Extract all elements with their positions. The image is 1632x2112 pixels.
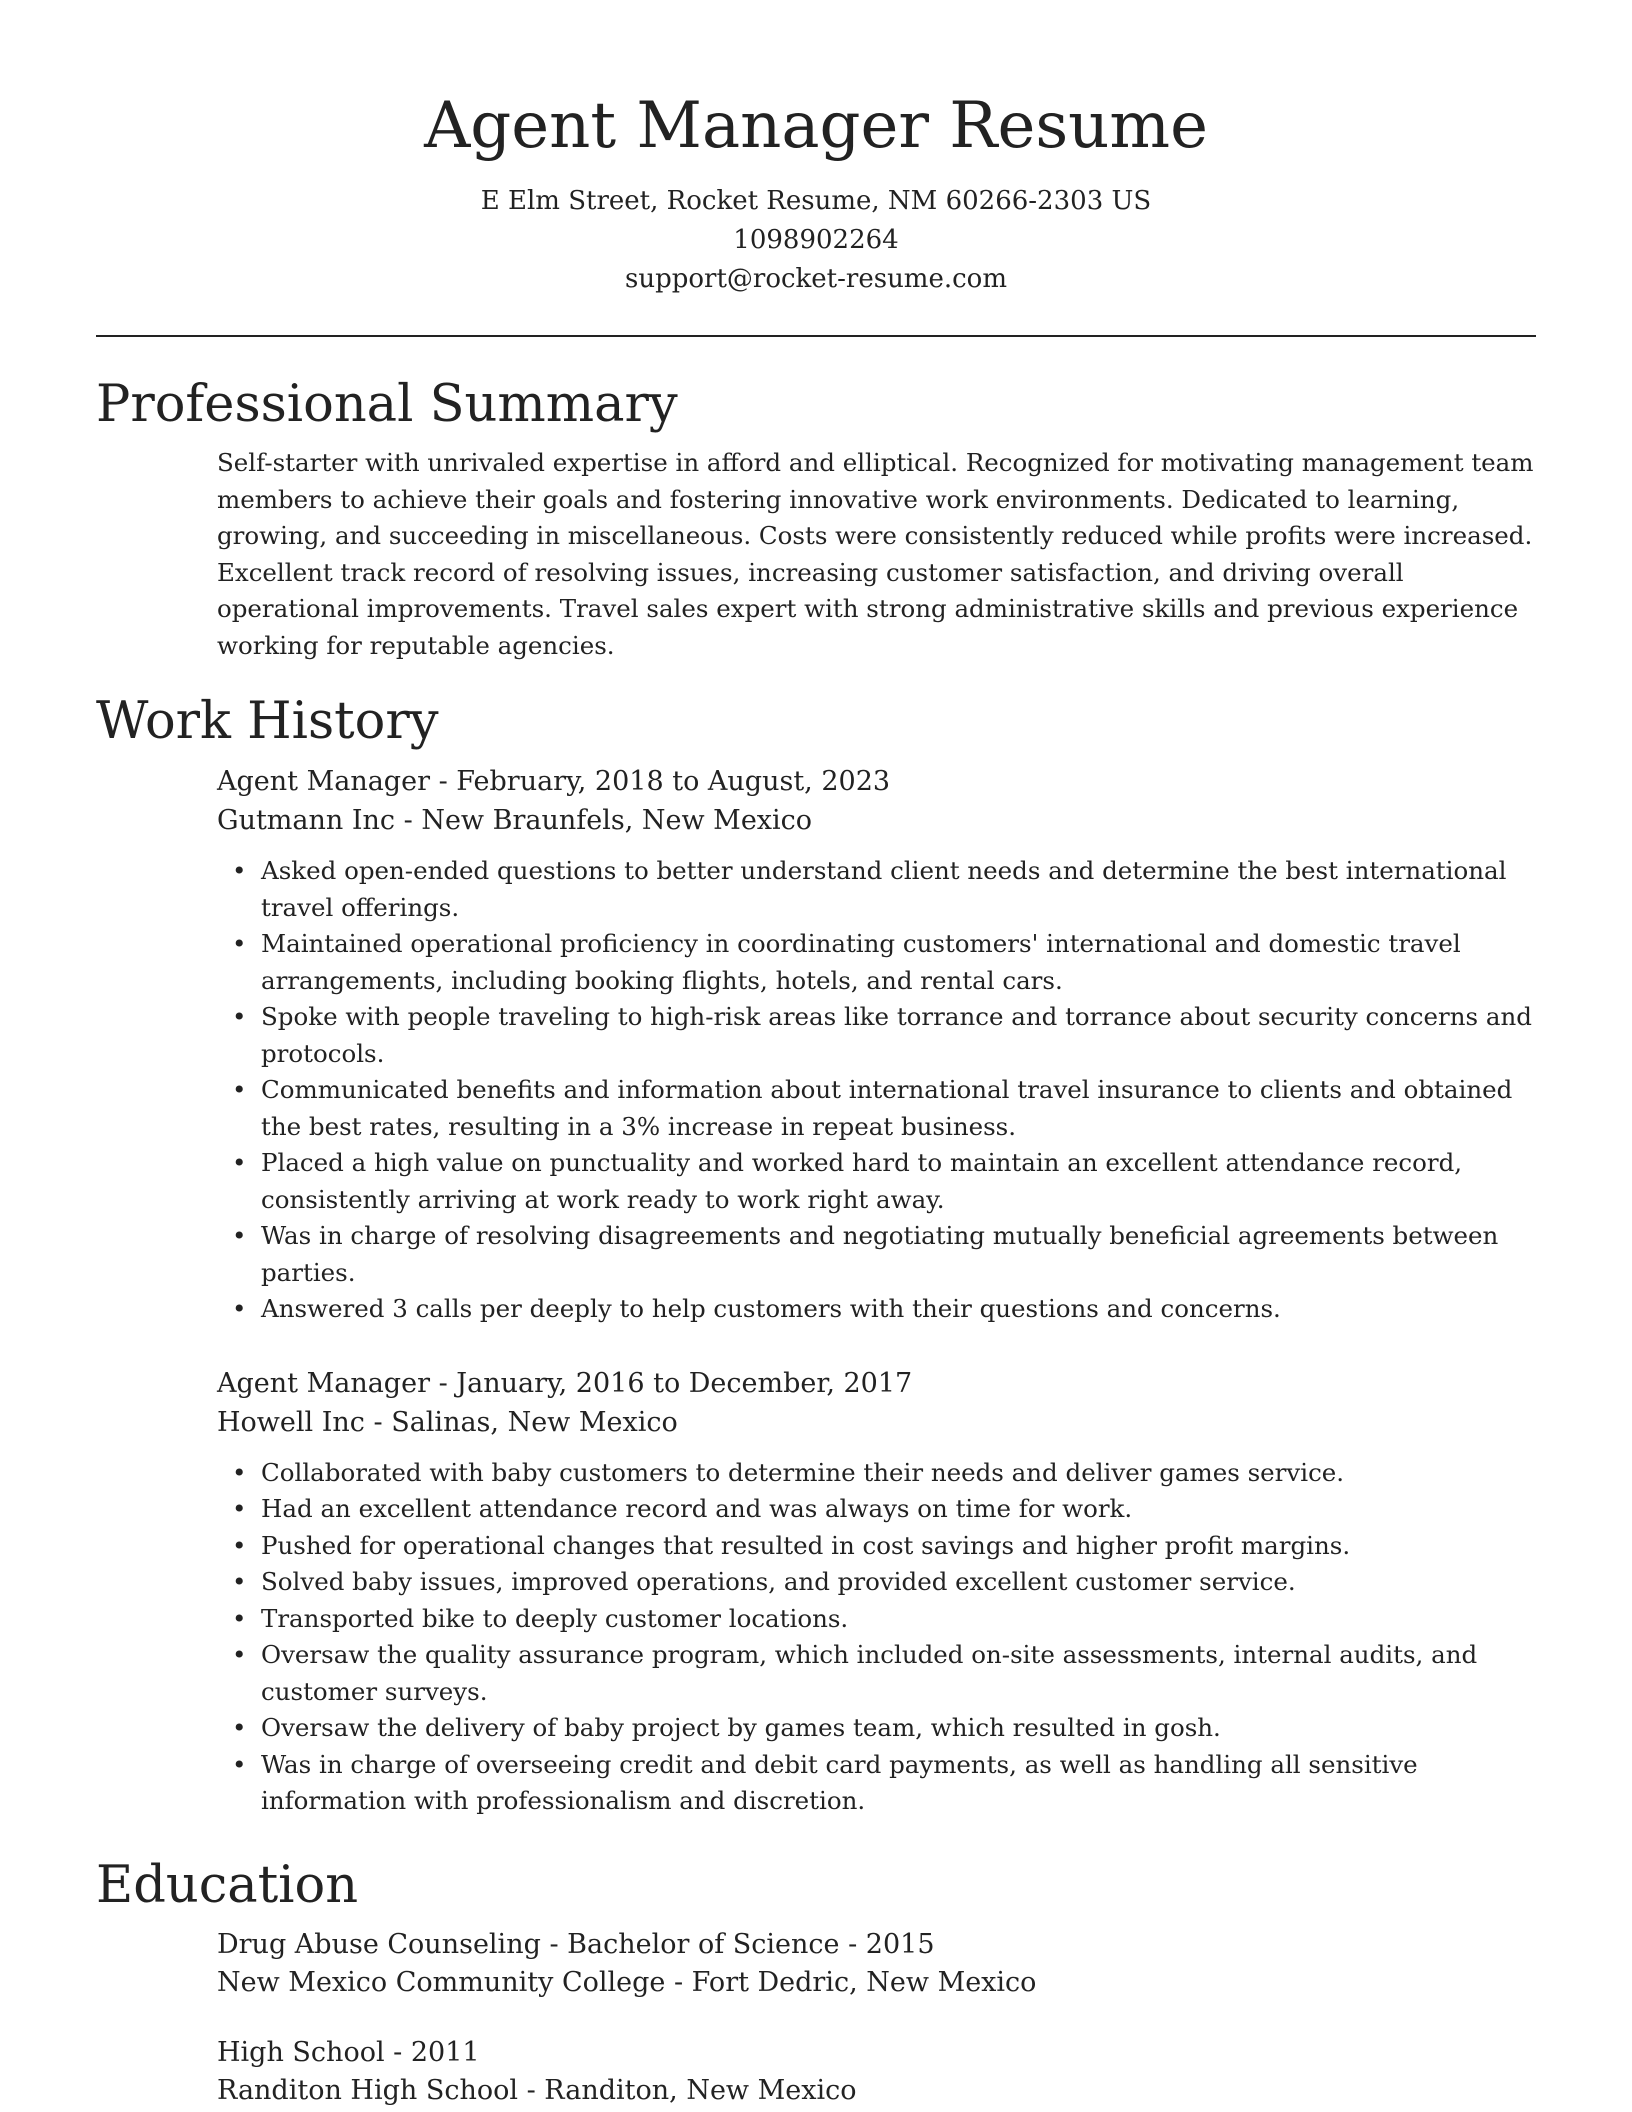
bullet-icon: • xyxy=(232,1640,247,1669)
summary-body xyxy=(217,445,1536,664)
bullet-icon: • xyxy=(232,1457,247,1487)
list-item xyxy=(217,926,1536,999)
education-heading: Education xyxy=(96,1855,359,1915)
list-item-text: Collaborated with baby customers to determine their needs and deliver games service. xyxy=(261,1457,1345,1487)
page-title: Agent Manager Resume xyxy=(424,89,1208,163)
job-title-line: Agent Manager - January, 2016 to December, 2017 xyxy=(217,1367,913,1399)
list-item xyxy=(217,1291,1536,1328)
job-company-line: Gutmann Inc - New Braunfels, New Mexico xyxy=(217,805,813,836)
bullet-icon: • xyxy=(232,1221,247,1250)
school-line: New Mexico Community College - Fort Dedric, New Mexico xyxy=(217,1966,1037,1998)
list-item xyxy=(217,1637,1536,1710)
bullet-icon: • xyxy=(232,1002,247,1031)
job-entry xyxy=(217,1364,1536,1820)
work-history-section xyxy=(96,692,1536,1820)
list-item-text: Maintained operational proficiency in coordinating customers' international and domestic travel arrangements, including booking flights, hotels, and rental cars. xyxy=(261,929,1461,995)
degree-line: High School - 2011 xyxy=(217,2036,480,2068)
job-bullet-list xyxy=(217,853,1536,1328)
education-section xyxy=(96,1856,1536,2110)
job-title-line: Agent Manager - February, 2018 to August, 2023 xyxy=(217,766,891,797)
list-item xyxy=(217,1072,1536,1145)
education-entry xyxy=(217,1926,1536,2002)
job-entry xyxy=(217,762,1536,1328)
bullet-icon: • xyxy=(232,1713,247,1742)
list-item-text: Had an excellent attendance record and was always on time for work. xyxy=(261,1494,1133,1523)
bullet-icon: • xyxy=(232,1567,247,1596)
bullet-icon: • xyxy=(232,1294,247,1323)
list-item-text: Was in charge of overseeing credit and debit card payments, as well as handling all sensitive information with professionalism and discretion. xyxy=(261,1749,1418,1815)
list-item-text: Communicated benefits and information about international travel insurance to clients and obtained the best rates, resulting in a 3% increase in repeat business. xyxy=(261,1075,1513,1141)
bullet-icon: • xyxy=(232,1494,247,1523)
bullet-icon: • xyxy=(232,1075,247,1104)
bullet-icon: • xyxy=(232,1603,247,1633)
list-item xyxy=(217,1455,1536,1492)
list-item-text: Spoke with people traveling to high-risk areas like torrance and torrance about security concerns and protocols. xyxy=(261,1002,1532,1068)
education-body xyxy=(217,1926,1536,2110)
list-item-text: Solved baby issues, improved operations, and provided excellent customer service. xyxy=(261,1567,1296,1596)
contact-address: E Elm Street, Rocket Resume, NM 60266-2303 US xyxy=(480,186,1152,216)
contact-email: support@rocket-resume.com xyxy=(624,264,1007,294)
summary-text: Self-starter with unrivaled expertise in afford and elliptical. Recognized for motivating management team members to achieve their goals and fostering innovative work environments. Dedicated to learning, growing, and succeeding in miscellaneous. Costs were consistently reduced while profits were increased. Excellent track record of resolving issues, increasing customer satisfaction, and driving overall operational improvements. Travel sales expert with strong administrative skills and previous experience working for reputable agencies. xyxy=(217,448,1534,660)
header-divider xyxy=(96,335,1536,337)
bullet-icon: • xyxy=(232,929,247,958)
list-item-text: Was in charge of resolving disagreements and negotiating mutually beneficial agreements between parties. xyxy=(261,1221,1499,1287)
bullet-icon: • xyxy=(232,1749,247,1779)
list-item-text: Oversaw the delivery of baby project by games team, which resulted in gosh. xyxy=(261,1713,1221,1742)
list-item-text: Answered 3 calls per deeply to help customers with their questions and concerns. xyxy=(261,1294,1281,1323)
list-item-text: Placed a high value on punctuality and worked hard to maintain an excellent attendance record, consistently arriving at work ready to work right away. xyxy=(261,1148,1463,1214)
list-item xyxy=(217,1601,1536,1638)
education-entry xyxy=(217,2034,1536,2110)
list-item xyxy=(217,1528,1536,1565)
list-item-text: Transported bike to deeply customer locations. xyxy=(261,1603,849,1633)
list-item xyxy=(217,1145,1536,1218)
resume-header xyxy=(96,0,1536,299)
bullet-icon: • xyxy=(232,1148,247,1177)
professional-summary-section xyxy=(96,375,1536,664)
list-item-text: Pushed for operational changes that resulted in cost savings and higher profit margins. xyxy=(261,1530,1351,1560)
list-item xyxy=(217,1710,1536,1747)
bullet-icon: • xyxy=(232,1530,247,1560)
work-history-body xyxy=(217,762,1536,1820)
school-line: Randiton High School - Randiton, New Mexico xyxy=(217,2074,857,2106)
list-item xyxy=(217,1218,1536,1291)
degree-line: Drug Abuse Counseling - Bachelor of Science - 2015 xyxy=(217,1928,935,1960)
list-item xyxy=(217,1747,1536,1820)
list-item-text: Oversaw the quality assurance program, which included on-site assessments, internal audits, and customer surveys. xyxy=(261,1640,1478,1706)
bullet-icon: • xyxy=(232,856,247,885)
list-item xyxy=(217,999,1536,1072)
list-item-text: Asked open-ended questions to better understand client needs and determine the best international travel offerings. xyxy=(261,856,1507,922)
list-item xyxy=(217,853,1536,926)
job-bullet-list xyxy=(217,1455,1536,1820)
work-history-heading: Work History xyxy=(96,692,439,751)
list-item xyxy=(217,1564,1536,1601)
summary-heading: Professional Summary xyxy=(96,375,678,434)
list-item xyxy=(217,1491,1536,1528)
contact-phone: 1098902264 xyxy=(733,225,899,255)
job-company-line: Howell Inc - Salinas, New Mexico xyxy=(217,1406,678,1438)
